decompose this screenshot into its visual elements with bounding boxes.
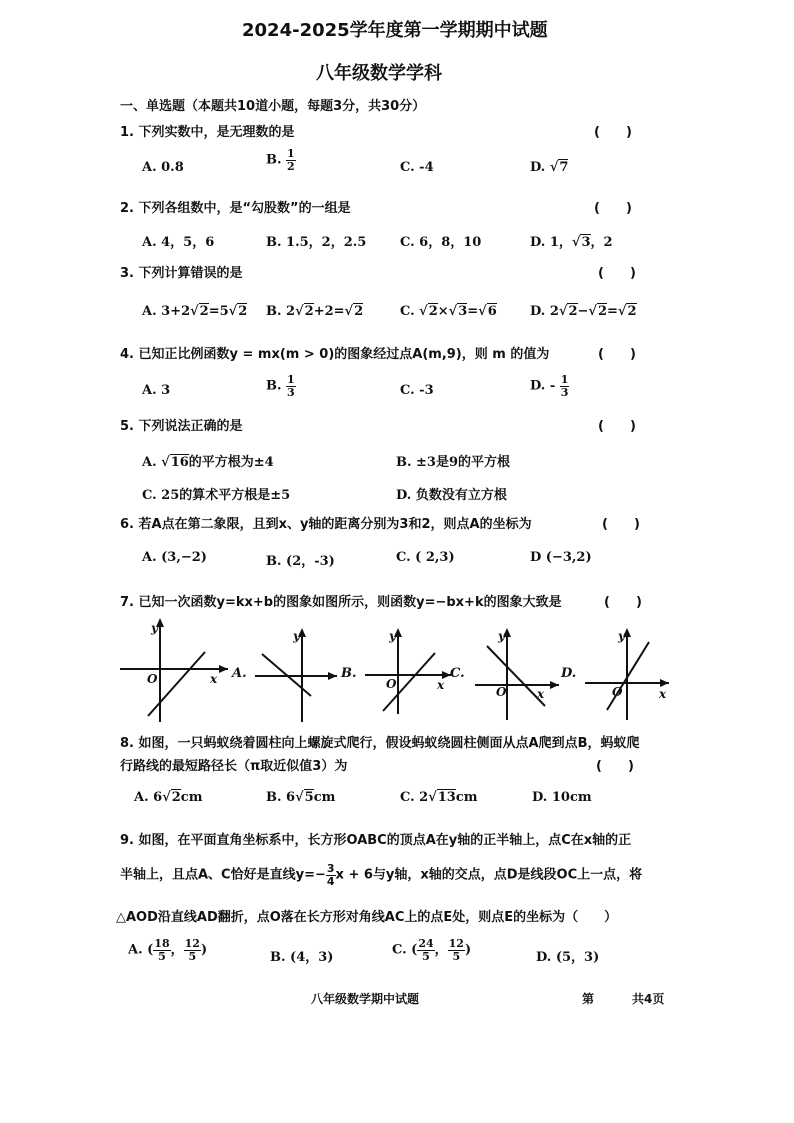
- q2-option-a: A. 4，5，6: [142, 235, 215, 250]
- b-y-label: y: [389, 629, 396, 643]
- d-x-label: x: [659, 687, 667, 701]
- q1-b-denominator: 2: [287, 159, 295, 173]
- q3-b-pre: B. 2: [266, 304, 296, 319]
- q3-option-a: A. 3+2√2=5√2: [142, 304, 248, 319]
- q4-option-b: [266, 374, 296, 398]
- q4-b-fraction: [286, 374, 296, 398]
- q5-a-post: 的平方根为±4: [188, 455, 274, 470]
- q7-label-c: C.: [450, 666, 465, 681]
- q3-d-mid: −: [577, 304, 589, 319]
- q1-answer-paren: ( ): [594, 125, 632, 140]
- q9-c-n2: 12: [448, 937, 464, 950]
- q9-a-frac2: [184, 938, 201, 962]
- q4-answer-paren: ( ): [598, 347, 636, 362]
- q9-c-pre: C. (: [392, 942, 418, 958]
- q9-c-d2: 5: [452, 949, 461, 963]
- q3-option-d: D. 2√2−√2=√2: [530, 304, 637, 319]
- q8-option-a: A. 6√2cm: [134, 790, 203, 805]
- q3-c-pre: C.: [400, 304, 420, 319]
- q2-option-d: D. 1，√3，2: [530, 235, 613, 250]
- q2-stem: 2. 下列各组数中，是“勾股数”的一组是: [120, 201, 351, 216]
- q7-label-b: B.: [341, 666, 357, 681]
- q9-line3: △AOD沿直线AD翻折，点O落在长方形对角线AC上的点E处，则点E的坐标为（ ）: [116, 910, 618, 925]
- q3-option-b: B. 2√2+2=√2: [266, 304, 364, 319]
- q4-b-label: B.: [266, 378, 282, 394]
- given-origin: O: [147, 672, 158, 686]
- q8-c-pre: C. 2: [400, 790, 429, 805]
- q5-stem: 5. 下列说法正确的是: [120, 419, 243, 434]
- q3-d-rad3: 2: [627, 304, 637, 319]
- q9-option-a: [128, 938, 207, 962]
- q8-a-pre: A. 6: [134, 790, 163, 805]
- q9-line2: [120, 863, 642, 887]
- q3-option-c: C. √2×√3=√6: [400, 304, 497, 319]
- q5-answer-paren: ( ): [598, 419, 636, 434]
- q8-a-post: cm: [180, 790, 203, 805]
- footer-total: 共4页: [632, 992, 665, 1006]
- q8-b-rad: 5: [304, 790, 314, 805]
- q1-stem: 1. 下列实数中，是无理数的是: [120, 125, 295, 140]
- q3-d-rad2: 2: [597, 304, 608, 319]
- c-origin: O: [386, 677, 397, 691]
- q3-b-rad: 2: [304, 304, 314, 319]
- q7-label-a: A.: [232, 666, 247, 681]
- q9-c-n1: 24: [418, 937, 434, 950]
- q1-option-d: D. √7: [530, 160, 569, 175]
- q8-c-post: cm: [455, 790, 478, 805]
- q9-c-sep: ，: [434, 942, 448, 958]
- q8-option-c: C. 2√13cm: [400, 790, 478, 805]
- q3-c-rad: 2: [428, 304, 438, 319]
- b-x-label: x: [437, 678, 445, 692]
- a-y-label: y: [293, 629, 300, 643]
- q1-option-b-label: B.: [266, 152, 282, 168]
- d-origin: O: [496, 685, 507, 699]
- q9-line2-fraction: [326, 863, 336, 887]
- q3-d-pre: D. 2: [530, 304, 559, 319]
- q3-d-rad: 2: [568, 304, 578, 319]
- q8-c-rad: 13: [437, 790, 456, 805]
- d-y-label: y: [618, 629, 625, 643]
- q9-line2-pre: 半轴上，且点A、C恰好是直线y=−: [120, 867, 326, 883]
- q8-answer-paren: ( ): [596, 759, 634, 774]
- q5-option-a: A. √16的平方根为±4: [142, 455, 274, 470]
- q9-a-d1: 5: [158, 949, 166, 963]
- q4-d-numerator: 1: [560, 373, 569, 386]
- q1-option-a: A. 0.8: [142, 160, 184, 175]
- q1-b-numerator: 1: [287, 147, 295, 160]
- q6-option-b: B. (2，-3): [266, 554, 335, 569]
- q3-stem: 3. 下列计算错误的是: [120, 266, 243, 281]
- q8-b-post: cm: [313, 790, 336, 805]
- q5-a-rad: 16: [170, 455, 189, 470]
- q1-option-c: C. -4: [400, 160, 434, 175]
- q3-a-pre: A. 3+2: [142, 304, 191, 319]
- q8-b-pre: B. 6: [266, 790, 296, 805]
- q9-a-post: ): [200, 942, 208, 958]
- q4-d-fraction: [560, 374, 570, 398]
- q3-b-mid: +2=: [313, 304, 345, 319]
- q4-stem: 4. 已知正比例函数y = mx(m > 0)的图象经过点A(m,9)，则 m 的值为: [120, 347, 550, 362]
- q1-option-d-label: D.: [530, 160, 546, 175]
- footer-title: 八年级数学期中试题: [311, 992, 420, 1006]
- q5-option-b: B. ±3是9的平方根: [396, 455, 511, 470]
- c-y-label: y: [498, 629, 505, 643]
- q9-c-frac1: [417, 938, 434, 962]
- q9-a-pre: A. (: [128, 942, 154, 958]
- q8-stem-line2: 行路线的最短路径长（π取近似值3）为: [120, 759, 348, 774]
- q3-c-mid: ×: [437, 304, 449, 319]
- q7-answer-paren: ( ): [604, 595, 642, 610]
- q1-option-b-fraction: [286, 148, 296, 172]
- given-y-label: y: [151, 621, 158, 635]
- q9-c-post: ): [464, 942, 472, 958]
- q8-option-b: B. 6√5cm: [266, 790, 336, 805]
- q9-c-d1: 5: [422, 949, 430, 963]
- q9-a-n1: 18: [154, 937, 170, 950]
- q4-option-d: [530, 374, 569, 398]
- footer-page: 第: [582, 992, 595, 1006]
- q5-option-d: D. 负数没有立方根: [396, 488, 507, 503]
- given-x-label: x: [210, 672, 218, 686]
- q3-c-mid2: =: [467, 304, 479, 319]
- q3-a-mid: =5: [208, 304, 229, 319]
- q5-a-pre: A.: [142, 455, 162, 470]
- c-x-label: x: [537, 687, 545, 701]
- q6-answer-paren: ( ): [602, 517, 640, 532]
- q4-d-denominator: 3: [560, 385, 569, 399]
- q9-a-d2: 5: [188, 949, 197, 963]
- q7-graphs: [115, 618, 675, 726]
- q2-d-radicand: 3: [581, 235, 591, 250]
- q2-answer-paren: ( ): [594, 201, 632, 216]
- q1-d-radicand: 7: [559, 160, 569, 175]
- d-origin-2: O: [612, 685, 623, 699]
- q8-option-d: D. 10cm: [532, 790, 592, 805]
- q2-option-b: B. 1.5，2，2.5: [266, 235, 367, 250]
- q4-option-a: A. 3: [142, 383, 171, 398]
- q3-c-rad2: 3: [458, 304, 468, 319]
- q3-d-mid2: =: [607, 304, 618, 319]
- q2-d-post: ，2: [590, 235, 613, 250]
- q1-option-b: [266, 148, 296, 172]
- q3-a-rad: 2: [199, 304, 209, 319]
- q9-option-d: D. (5，3): [536, 950, 600, 965]
- q6-option-a: A. (3,−2): [142, 550, 207, 565]
- q9-line2-post: x + 6与y轴，x轴的交点，点D是线段OC上一点，将: [335, 867, 643, 883]
- q5-option-c: C. 25的算术平方根是±5: [142, 488, 291, 503]
- q3-a-rad2: 2: [238, 304, 248, 319]
- q7-label-d: D.: [561, 666, 577, 681]
- section-heading: 一、单选题（本题共10道小题，每题3分，共30分）: [120, 99, 426, 114]
- q6-option-d: D (−3,2): [530, 550, 592, 565]
- q8-stem-line1: 8. 如图，一只蚂蚁绕着圆柱向上螺旋式爬行，假设蚂蚁绕圆柱侧面从点A爬到点B，蚂蚁爬: [120, 736, 640, 751]
- q6-option-c: C. ( 2,3): [396, 550, 455, 565]
- exam-title: 2024-2025学年度第一学期期中试题: [242, 20, 548, 41]
- q3-answer-paren: ( ): [598, 266, 636, 281]
- q9-option-c: [392, 938, 471, 962]
- q3-b-rad2: 2: [354, 304, 364, 319]
- q9-line1: 9. 如图，在平面直角坐标系中，长方形OABC的顶点A在y轴的正半轴上，点C在x轴的正: [120, 833, 632, 848]
- q9-a-frac1: [153, 938, 170, 962]
- q4-b-numerator: 1: [287, 373, 295, 386]
- q8-a-rad: 2: [171, 790, 181, 805]
- q4-option-c: C. -3: [400, 383, 434, 398]
- q9-option-b: B. (4，3): [270, 950, 334, 965]
- q9-a-n2: 12: [184, 937, 200, 950]
- q6-stem: 6. 若A点在第二象限，且到x、y轴的距离分别为3和2，则点A的坐标为: [120, 517, 532, 532]
- q4-b-denominator: 3: [287, 385, 295, 399]
- exam-subject: 八年级数学学科: [316, 63, 442, 84]
- q9-l2-numerator: 3: [326, 862, 335, 875]
- q7-stem: 7. 已知一次函数y=kx+b的图象如图所示，则函数y=−bx+k的图象大致是: [120, 595, 562, 610]
- q2-option-c: C. 6，8，10: [400, 235, 482, 250]
- q4-d-label: D. -: [530, 378, 556, 394]
- q9-l2-denominator: 4: [326, 874, 335, 888]
- q3-c-rad3: 6: [487, 304, 497, 319]
- q9-c-frac2: [448, 938, 465, 962]
- q9-a-sep: ，: [170, 942, 184, 958]
- q2-d-pre: D. 1，: [530, 235, 572, 250]
